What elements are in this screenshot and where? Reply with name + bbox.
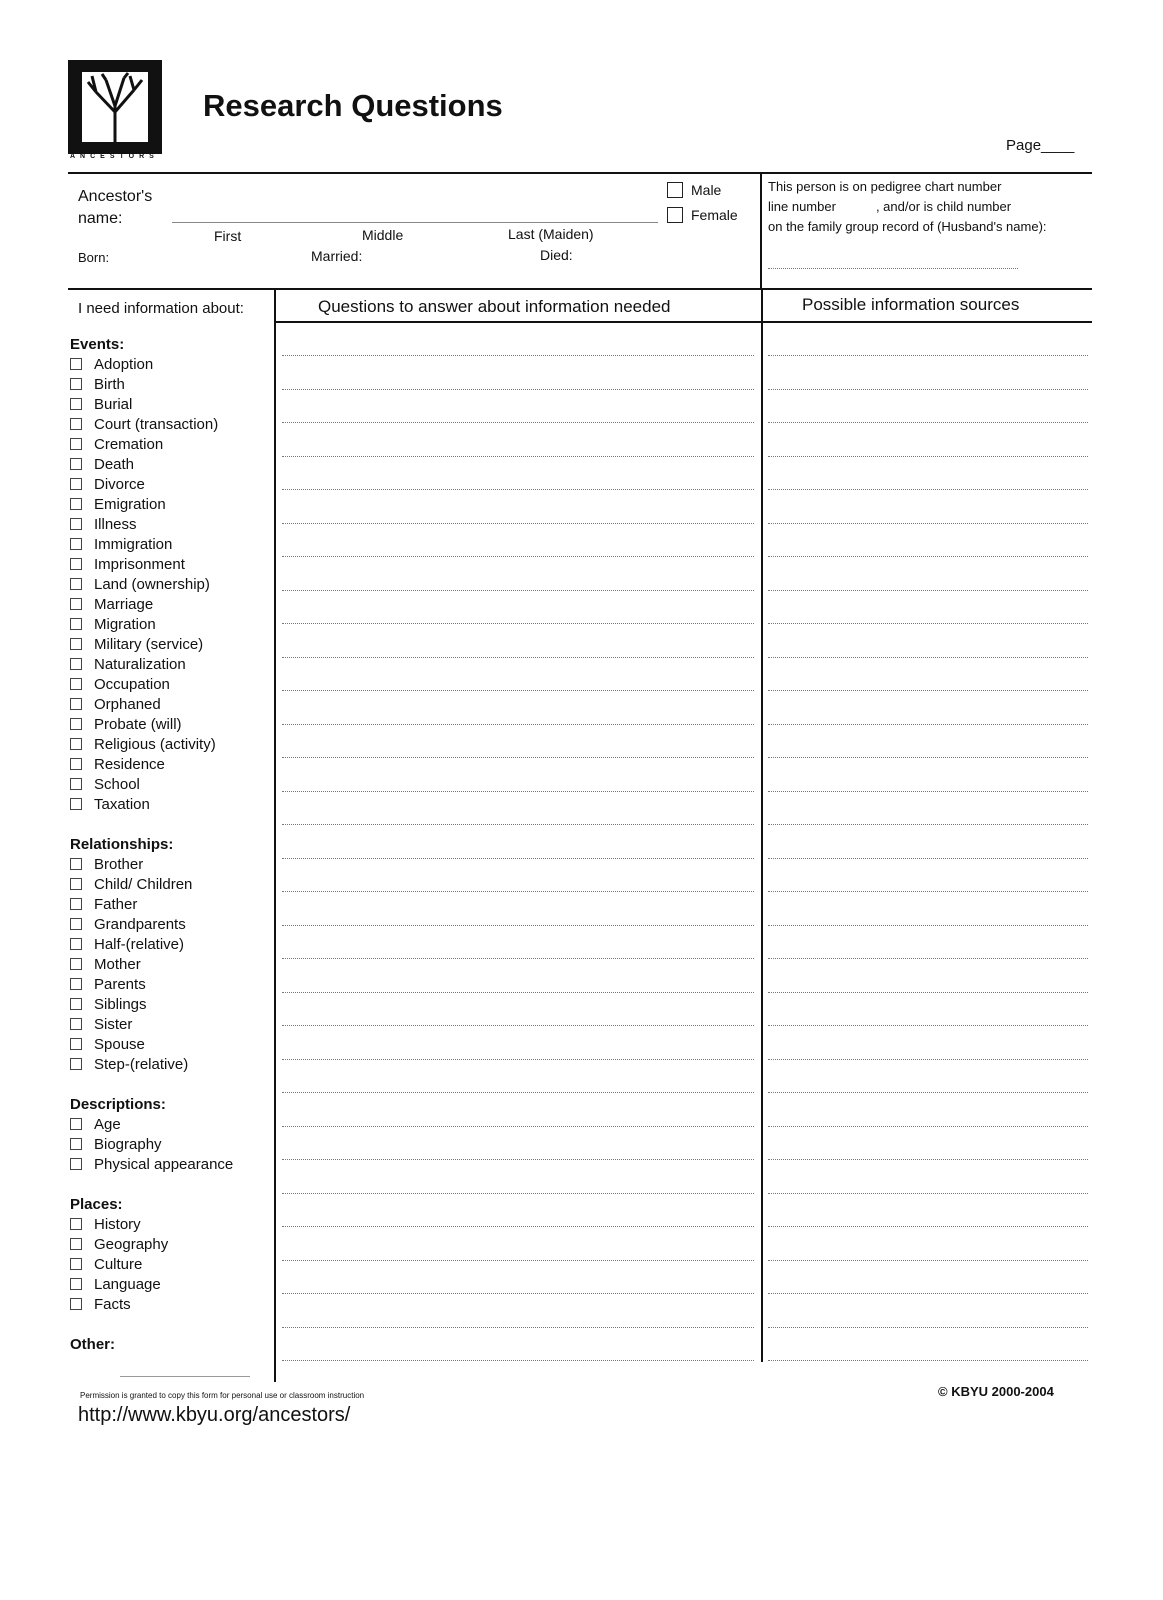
checklist-item-label: Cremation [94,436,164,453]
checkbox[interactable] [70,658,82,670]
checklist-item[interactable] [70,635,233,655]
question-line[interactable] [282,523,754,524]
header-vertical-divider [760,172,762,290]
question-line[interactable] [282,1360,754,1361]
checkbox[interactable] [70,478,82,490]
checkbox[interactable] [70,438,82,450]
female-checkbox[interactable] [667,207,683,223]
checklist-item-label: Immigration [94,536,173,553]
checklist-item[interactable] [70,375,233,395]
checklist-item[interactable] [70,515,233,535]
checklist-item-label: Sister [94,1016,133,1033]
line-number-label: line number [768,199,836,214]
checklist-item-label: Geography [94,1236,169,1253]
topic-checklist [70,335,233,1355]
checkbox[interactable] [70,958,82,970]
source-line[interactable] [768,1226,1088,1227]
checklist-item-label: Parents [94,976,146,993]
born-label: Born: [78,250,110,265]
checklist-item-label: Religious (activity) [94,736,216,753]
question-line[interactable] [282,456,754,457]
checklist-item[interactable] [70,1115,233,1135]
checkbox[interactable] [70,918,82,930]
source-line[interactable] [768,1126,1088,1127]
middle-label: Middle [362,227,404,243]
source-line[interactable] [768,523,1088,524]
source-line[interactable] [768,1092,1088,1093]
checkbox[interactable] [70,578,82,590]
source-line[interactable] [768,724,1088,725]
section-heading: Relationships: [70,836,174,853]
checkbox[interactable] [70,518,82,530]
checklist-item-label: Adoption [94,356,154,373]
checkbox[interactable] [70,878,82,890]
checklist-item[interactable] [70,695,233,715]
source-line[interactable] [768,623,1088,624]
header-divider [68,172,1092,174]
checkbox[interactable] [70,718,82,730]
checklist-item[interactable] [70,1035,233,1055]
sources-column-header: Possible information sources [802,295,1020,314]
name-label-line2: name: [78,210,123,227]
checklist-item[interactable] [70,855,233,875]
question-line[interactable] [282,791,754,792]
question-line[interactable] [282,1159,754,1160]
checkbox[interactable] [70,938,82,950]
question-line[interactable] [282,1025,754,1026]
copyright: © KBYU 2000-2004 [938,1384,1054,1399]
checkbox[interactable] [70,738,82,750]
question-line[interactable] [282,958,754,959]
permission-note: Permission is granted to copy this form for personal use or classroom instruction [80,1391,365,1400]
checklist-item-label: History [94,1216,141,1233]
source-line[interactable] [768,1327,1088,1328]
source-line[interactable] [768,925,1088,926]
question-line[interactable] [282,355,754,356]
pedigree-line2 [768,197,1047,217]
source-line[interactable] [768,657,1088,658]
checklist-item[interactable] [70,355,233,375]
checklist-item[interactable] [70,775,233,795]
question-line[interactable] [282,1092,754,1093]
checkbox[interactable] [70,458,82,470]
checklist-item-label: Orphaned [94,696,161,713]
source-line[interactable] [768,690,1088,691]
question-line[interactable] [282,556,754,557]
married-label: Married: [311,248,363,264]
checkbox[interactable] [70,858,82,870]
checklist-item-label: Age [94,1116,121,1133]
page-title: Research Questions [203,88,503,123]
table-top-line [68,288,1092,290]
checkbox[interactable] [70,598,82,610]
checkbox[interactable] [70,998,82,1010]
question-line[interactable] [282,824,754,825]
checkbox[interactable] [70,898,82,910]
need-column-header: I need information about: [78,300,244,317]
checkbox[interactable] [70,558,82,570]
question-line[interactable] [282,1226,754,1227]
checkbox[interactable] [70,1238,82,1250]
checklist-item[interactable] [70,1215,233,1235]
checkbox[interactable] [70,1298,82,1310]
checkbox[interactable] [70,1038,82,1050]
checklist-item-label: Court (transaction) [94,416,219,433]
checkbox[interactable] [70,498,82,510]
checkbox[interactable] [70,418,82,430]
checklist-item-label: Death [94,456,135,473]
checkbox[interactable] [70,1258,82,1270]
question-line[interactable] [282,724,754,725]
checkbox[interactable] [70,1158,82,1170]
question-line[interactable] [282,1260,754,1261]
died-label: Died: [540,247,573,263]
checklist-item-label: Biography [94,1136,162,1153]
checklist-item-label: Probate (will) [94,716,182,733]
question-line[interactable] [282,858,754,859]
checklist-item-label: Child/ Children [94,876,193,893]
source-line[interactable] [768,456,1088,457]
checklist-item[interactable] [70,615,233,635]
source-line[interactable] [768,992,1088,993]
last-label: Last (Maiden) [508,226,594,242]
checkbox[interactable] [70,1118,82,1130]
logo-text: ANCESTORS [70,153,159,160]
checklist-item-label: Language [94,1276,161,1293]
male-checkbox[interactable] [667,182,683,198]
source-line[interactable] [768,791,1088,792]
checkbox[interactable] [70,638,82,650]
checkbox[interactable] [70,1018,82,1030]
checklist-item-label: Taxation [94,796,150,813]
checklist-item-label: Divorce [94,476,145,493]
checklist-item[interactable] [70,955,233,975]
source-line[interactable] [768,757,1088,758]
question-line[interactable] [282,657,754,658]
checklist-item-label: Half-(relative) [94,936,185,953]
checkbox[interactable] [70,798,82,810]
question-line[interactable] [282,1293,754,1294]
source-line[interactable] [768,1293,1088,1294]
child-number-label: , and/or is child number [875,199,1012,214]
checklist-item[interactable] [70,1295,233,1315]
checklist-item[interactable] [70,455,233,475]
checklist-item-label: Marriage [94,596,154,613]
column-header-underline [275,321,1092,323]
checkbox[interactable] [70,1218,82,1230]
ancestor-name-field[interactable] [172,222,658,223]
checklist-item-label: Land (ownership) [94,576,210,593]
checklist-item[interactable] [70,535,233,555]
checklist-item-label: Burial [94,396,133,413]
checklist-item-label: Occupation [94,676,170,693]
checklist-item[interactable] [70,1135,233,1155]
checkbox[interactable] [70,538,82,550]
checklist-item[interactable] [70,935,233,955]
section-heading: Places: [70,1196,123,1213]
checklist-item-label: Culture [94,1256,143,1273]
checklist-item-label: Grandparents [94,916,186,933]
other-field[interactable] [120,1376,250,1377]
checkbox[interactable] [70,618,82,630]
checklist-item-label: Illness [94,516,137,533]
left-column-divider [274,290,276,1382]
checklist-item-label: Facts [94,1296,131,1313]
source-line[interactable] [768,1025,1088,1026]
source-line[interactable] [768,958,1088,959]
checkbox[interactable] [70,978,82,990]
checklist-item[interactable] [70,495,233,515]
question-line[interactable] [282,389,754,390]
checkbox[interactable] [70,1278,82,1290]
checklist-item[interactable] [70,1015,233,1035]
checklist-item-label: Imprisonment [94,556,185,573]
checklist-item[interactable] [70,1055,233,1075]
checklist-item[interactable] [70,475,233,495]
checklist-item[interactable] [70,895,233,915]
ancestors-tree-logo [68,60,162,154]
checklist-item-label: Step-(relative) [94,1056,189,1073]
question-line[interactable] [282,1327,754,1328]
source-line[interactable] [768,489,1088,490]
question-line[interactable] [282,992,754,993]
question-line[interactable] [282,590,754,591]
section-heading: Other: [70,1336,115,1353]
checkbox[interactable] [70,698,82,710]
checklist-item[interactable] [70,1255,233,1275]
source-line[interactable] [768,1360,1088,1361]
checklist-item[interactable] [70,415,233,435]
checklist-item[interactable] [70,795,233,815]
checklist-item[interactable] [70,875,233,895]
source-line[interactable] [768,422,1088,423]
checklist-item[interactable] [70,995,233,1015]
checklist-item[interactable] [70,595,233,615]
question-line[interactable] [282,1193,754,1194]
checklist-item-label: Emigration [94,496,166,513]
checklist-item[interactable] [70,575,233,595]
checkbox[interactable] [70,378,82,390]
source-line[interactable] [768,389,1088,390]
section-heading: Descriptions: [70,1096,166,1113]
checkbox[interactable] [70,358,82,370]
checklist-item-label: Siblings [94,996,147,1013]
checklist-item-label: Father [94,896,138,913]
checkbox[interactable] [70,678,82,690]
question-line[interactable] [282,1059,754,1060]
checklist-item-label: Mother [94,956,141,973]
source-line[interactable] [768,1193,1088,1194]
question-line[interactable] [282,757,754,758]
question-line[interactable] [282,623,754,624]
checkbox[interactable] [70,1058,82,1070]
checklist-item[interactable] [70,915,233,935]
source-line[interactable] [768,590,1088,591]
source-line[interactable] [768,1059,1088,1060]
middle-column-divider [761,290,763,1362]
question-line[interactable] [282,925,754,926]
first-label: First [214,228,242,244]
checklist-item[interactable] [70,735,233,755]
checklist-item[interactable] [70,1155,233,1175]
checklist-item[interactable] [70,435,233,455]
checklist-item[interactable] [70,1275,233,1295]
checklist-item-label: Brother [94,856,144,873]
checkbox[interactable] [70,758,82,770]
source-line[interactable] [768,355,1088,356]
source-line[interactable] [768,1159,1088,1160]
checklist-item-label: Residence [94,756,165,773]
website-link[interactable]: http://www.kbyu.org/ancestors/ [78,1404,351,1426]
male-label: Male [691,182,722,198]
questions-column-header: Questions to answer about information needed [318,297,671,316]
checklist-item[interactable] [70,755,233,775]
checklist-item[interactable] [70,675,233,695]
section-heading: Events: [70,336,125,353]
checklist-item[interactable] [70,715,233,735]
question-line[interactable] [282,422,754,423]
question-line[interactable] [282,1126,754,1127]
checklist-item-label: School [94,776,140,793]
female-label: Female [691,207,738,223]
husband-name-field[interactable] [768,268,1018,269]
checklist-item-label: Physical appearance [94,1156,234,1173]
checklist-item[interactable] [70,1235,233,1255]
page-number-field[interactable]: Page____ [1006,137,1075,154]
checklist-item-label: Spouse [94,1036,145,1053]
source-line[interactable] [768,556,1088,557]
source-line[interactable] [768,891,1088,892]
source-line[interactable] [768,1260,1088,1261]
pedigree-line1: This person is on pedigree chart number [768,179,1002,194]
checklist-item-label: Migration [94,616,156,633]
checklist-item-label: Military (service) [94,636,204,653]
ancestor-name-label [78,186,152,230]
checklist-item[interactable] [70,395,233,415]
name-label-line1: Ancestor's [78,188,153,205]
pedigree-line3: on the family group record of (Husband's name): [768,219,1047,234]
checklist-item-label: Naturalization [94,656,186,673]
checklist-item[interactable] [70,975,233,995]
source-line[interactable] [768,858,1088,859]
pedigree-info [768,177,1047,237]
checkbox[interactable] [70,778,82,790]
question-line[interactable] [282,891,754,892]
checklist-item-label: Birth [94,376,125,393]
source-line[interactable] [768,824,1088,825]
question-line[interactable] [282,489,754,490]
checklist-item[interactable] [70,555,233,575]
checklist-item[interactable] [70,655,233,675]
question-line[interactable] [282,690,754,691]
checkbox[interactable] [70,1138,82,1150]
checkbox[interactable] [70,398,82,410]
